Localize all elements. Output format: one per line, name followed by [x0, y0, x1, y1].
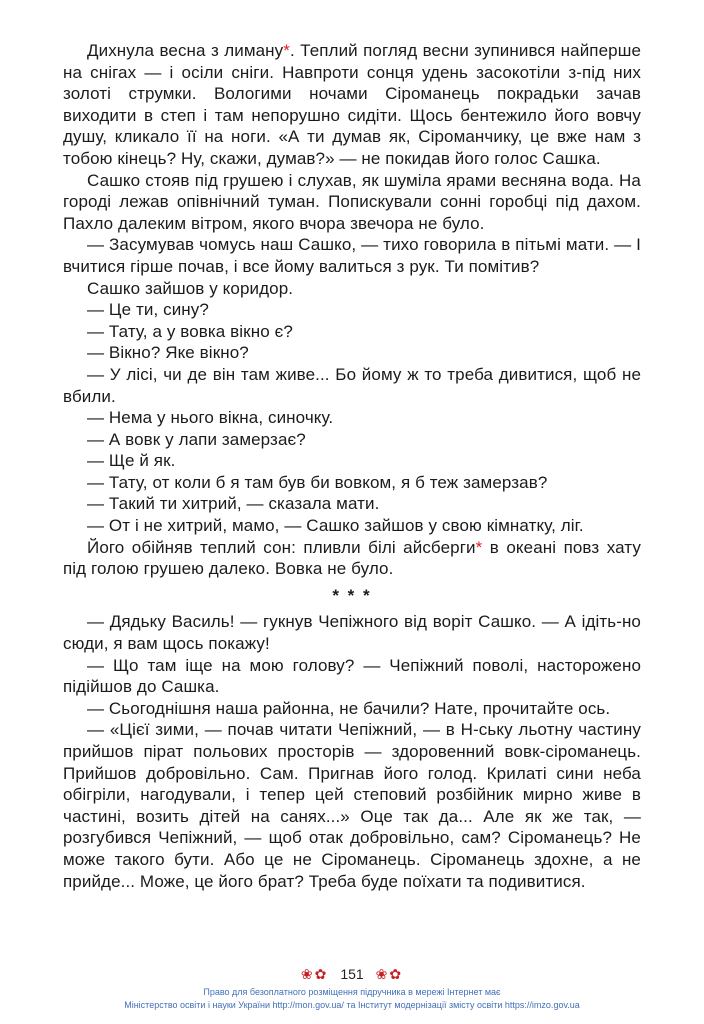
text-segment: — А вовк у лапи замерзає?: [87, 429, 306, 449]
paragraph: [63, 537, 641, 580]
text-segment: — У лісі, чи де він там живе... Бо йому ж то треба дивитися, щоб не вбили.: [63, 364, 641, 406]
page-number: 151: [340, 966, 364, 982]
page-footer: [0, 966, 704, 1012]
text-segment: — «Цієї зими, — почав читати Чепіжний, — в Н-ську льотну частину прийшов пірат польових просторів — здоровенний вовк-сіроманець. Прийшов добровільно. Сам. Пригнав його голод. Крилаті сини неба обігріли, нагодували, і тепер цей степовий розбійник мирно живе в частині, возить дітей на санях...» Оце так да... Але як же так, — розгубився Чепіжний, — щоб отак добровільно, сам? Сіроманець? Не може такого бути. Або це не Сіроманець. Сіроманець здохне, а не прийде... Може, це його брат? Треба буде поїхати та подивитися.: [63, 720, 641, 891]
paragraph: [63, 170, 641, 235]
text-segment: — Нема у нього вікна, синочку.: [87, 408, 334, 428]
paragraph: [63, 407, 641, 429]
page-number-row: [0, 966, 704, 982]
text-segment: та Інститут модернізації змісту освіти: [343, 1000, 505, 1010]
text-segment: — Ще й як.: [87, 451, 176, 471]
text-segment: — Вікно? Яке вікно?: [87, 343, 249, 363]
floral-ornament-right-icon: ❀✿: [375, 966, 404, 982]
text-segment: * * *: [332, 585, 372, 605]
paragraph: [63, 472, 641, 494]
text-segment: — Що там іще на мою голову? — Чепіжний поволі, насторожено підійшов до Сашка.: [63, 655, 641, 697]
text-segment: Його обійняв теплий сон: пливли білі айсберги: [87, 537, 476, 557]
paragraph: [63, 342, 641, 364]
paragraph: [63, 655, 641, 698]
floral-ornament-left-icon: ❀✿: [300, 966, 329, 982]
text-segment: в океані повз хату під голою грушею далеко. Вовка не було.: [63, 537, 641, 579]
paragraph: [63, 364, 641, 407]
text-segment: — Тату, а у вовка вікно є?: [87, 321, 293, 341]
paragraph: [63, 493, 641, 515]
text-segment: Дихнула весна з лиману: [87, 41, 284, 60]
text-segment: — Це ти, сину?: [87, 300, 209, 320]
text-segment: — Тату, от коли б я там був би вовком, я б теж замерзав?: [87, 472, 548, 492]
text-segment: . Теплий погляд весни зупинився найперше на снігах — і осіли сніги. Навпроти сонця удень засокотіли з-під них золоті струмки. Вологими ночами Сіроманець покрадьки зачав виходити в степ і там непорушно сидіти. Щось бентежило його вовчу душу, кликало її на ноги. «А ти думав як, Сіроманчику, це вже нам з тобою кінець? Ну, скажи, думав?» — не покидав його голос Сашка.: [63, 41, 641, 168]
text-segment: — Засумував чомусь наш Сашко, — тихо говорила в пітьмі мати. — І вчитися гірше почав, і все йому валиться з рук. Ти помітив?: [63, 235, 641, 276]
footnote-asterisk: *: [475, 537, 483, 557]
footnote-asterisk: *: [283, 41, 290, 60]
text-segment: — Такий ти хитрий, — сказала мати.: [87, 494, 380, 514]
footer-link[interactable]: http://mon.gov.ua/: [272, 1000, 344, 1010]
paragraph: [63, 515, 641, 537]
copyright-line-1: [0, 986, 704, 999]
paragraph: [63, 429, 641, 451]
paragraph: [63, 719, 641, 892]
text-segment: — От і не хитрий, мамо, — Сашко зайшов у свою кімнатку, ліг.: [87, 516, 584, 536]
footer-link[interactable]: https://imzo.gov.ua: [504, 1000, 580, 1010]
text-segment: Сашко зайшов у коридор.: [87, 278, 294, 298]
paragraph: [63, 278, 641, 300]
copyright-line-2: [0, 999, 704, 1012]
text-segment: Сашко стояв під грушею і слухав, як шуміла ярами весняна вода. На городі лежав опівнічний туман. Попискували сонні горобці під дахом. Пахло далеким вітром, якого вчора звечора не було.: [63, 170, 641, 233]
section-separator: [63, 585, 641, 607]
text-segment: Право для безоплатного розміщення підручника в мережі Інтернет має: [203, 987, 501, 997]
paragraph: [63, 321, 641, 343]
paragraph: [63, 40, 641, 170]
paragraph: [63, 611, 641, 654]
paragraph: [63, 299, 641, 321]
paragraph: [63, 698, 641, 720]
text-segment: — Сьогоднішня наша районна, не бачили? Нате, прочитайте ось.: [87, 698, 611, 718]
paragraph: [63, 234, 641, 277]
text-body: [63, 40, 641, 892]
paragraph: [63, 450, 641, 472]
text-segment: — Дядьку Василь! — гукнув Чепіжного від воріт Сашко. — А ідіть-но сюди, я вам щось покажу!: [63, 612, 641, 654]
text-segment: Міністерство освіти і науки України: [124, 1000, 273, 1010]
